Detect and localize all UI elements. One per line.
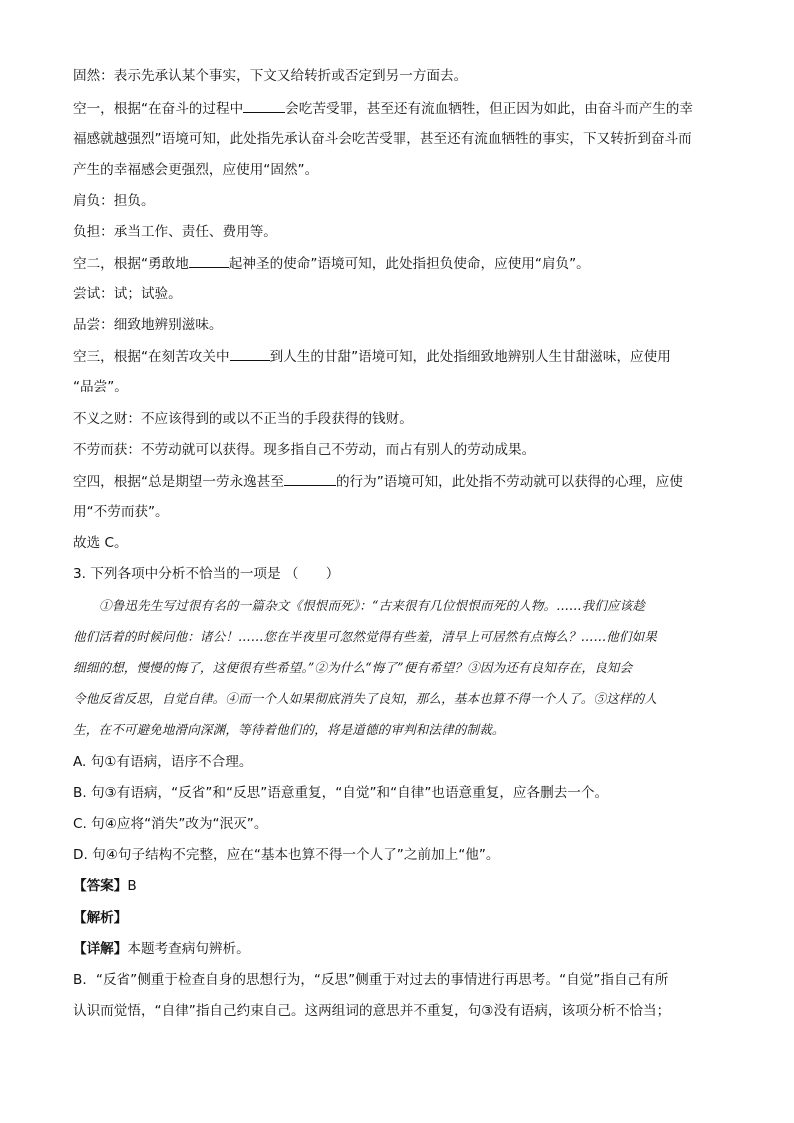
text-segment: 空一，根据“在奋斗的过程中 — [73, 101, 244, 117]
detail-line — [73, 939, 723, 959]
quote-line: 细细的想，慢慢的悔了，这便很有些希望。”②为什么“悔了”便有希望？③因为还有良知存在，良知会 — [73, 660, 633, 675]
option-a: A. 句①有语病，语序不合理。 — [73, 754, 253, 770]
question-title: 3. 下列各项中分析不恰当的一项是 （ ） — [73, 566, 340, 582]
text-line: 不义之财：不应该得到的或以不正当的手段获得的钱财。 — [73, 411, 413, 427]
quote-line: 令他反省反思，自觉自律。④而一个人如果彻底消失了良知，那么，基本也算不得一个人了。⑤这样的人 — [73, 691, 657, 706]
text-segment: 到人生的甘甜”语境可知，此处指细致地辨别人生甘甜滋味，应使用 — [269, 349, 671, 365]
text-segment: 起神圣的使命”语境可知，此处指担负使命，应使用“肩负”。 — [228, 256, 590, 272]
option-b: B. 句③有语病，“反省”和“反思”语意重复，“自觉”和“自律”也语意重复，应各删去一个。 — [73, 785, 609, 801]
text-line: 产生的幸福感会更强烈，应使用“固然”。 — [73, 162, 319, 178]
text-line: 故选 C。 — [73, 535, 128, 551]
text-line: 用“不劳而获”。 — [73, 504, 169, 520]
quote-line: 他们活着的时候问他：诸公！……您在半夜里可忽然觉得有些羞，清早上可居然有点悔么？……他们如果 — [73, 629, 657, 644]
text-line: 福感就越强烈”语境可知，此处指先承认奋斗会吃苦受罪，甚至还有流血牺牲的事实，下又转折到奋斗而 — [73, 131, 692, 147]
answer-value: B — [127, 878, 137, 894]
detail-tag: 【详解】 — [73, 941, 128, 957]
text-line: B．“反省”侧重于检查自身的思想行为，“反思”侧重于对过去的事情进行再思考。“自觉”指自己有所 — [73, 972, 669, 988]
detail-text: 本题考查病句辨析。 — [127, 941, 250, 957]
text-line: 尝试：试；试验。 — [73, 286, 182, 302]
text-line — [73, 346, 723, 367]
fill-blank — [284, 471, 336, 486]
text-line — [73, 253, 723, 274]
text-line: 负担：承当工作、责任、费用等。 — [73, 224, 277, 240]
option-d: D. 句④句子结构不完整，应在“基本也算不得一个人了”之前加上“他”。 — [73, 847, 500, 863]
quote-line: ①鲁迅先生写过很有名的一篇杂文《恨恨而死》：“古来很有几位恨恨而死的人物。……我们应该趁 — [99, 598, 646, 613]
fill-blank — [189, 253, 229, 268]
text-line: 认识而觉悟，“自律”指自己约束自己。这两组词的意思并不重复，句③没有语病，该项分析不恰当； — [73, 1003, 671, 1019]
answer-tag: 【答案】 — [73, 878, 128, 894]
fill-blank — [243, 98, 285, 113]
text-segment: 的行为”语境可知，此处指不劳动就可以获得的心理，应使 — [335, 474, 683, 490]
text-line — [73, 98, 723, 119]
text-line — [73, 471, 723, 492]
text-segment: 会吃苦受罪，甚至还有流血牺牲，但正因为如此，由奋斗而产生的幸 — [285, 101, 693, 117]
text-segment: 空四，根据“总是期望一劳永逸甚至 — [73, 474, 284, 490]
option-c: C. 句④应将“消失”改为“泯灭”。 — [73, 816, 268, 832]
text-line: 固然：表示先承认某个事实，下文又给转折或否定到另一方面去。 — [73, 68, 468, 84]
analysis-tag — [73, 908, 723, 928]
text-segment: 空二，根据“勇敢地 — [73, 256, 189, 272]
analysis-label: 【解析】 — [73, 910, 128, 926]
text-line: “品尝”。 — [73, 379, 128, 395]
text-line: 品尝：细致地辨别滋味。 — [73, 317, 223, 333]
text-segment: 空三，根据“在刻苦攻关中 — [73, 349, 230, 365]
fill-blank — [230, 346, 270, 361]
text-line: 肩负：担负。 — [73, 193, 155, 209]
text-line: 不劳而获：不劳动就可以获得。现多指自己不劳动，而占有别人的劳动成果。 — [73, 442, 536, 458]
quote-line: 生，在不可避免地滑向深渊，等待着他们的，将是道德的审判和法律的制裁。 — [73, 722, 505, 737]
answer-line — [73, 876, 723, 896]
